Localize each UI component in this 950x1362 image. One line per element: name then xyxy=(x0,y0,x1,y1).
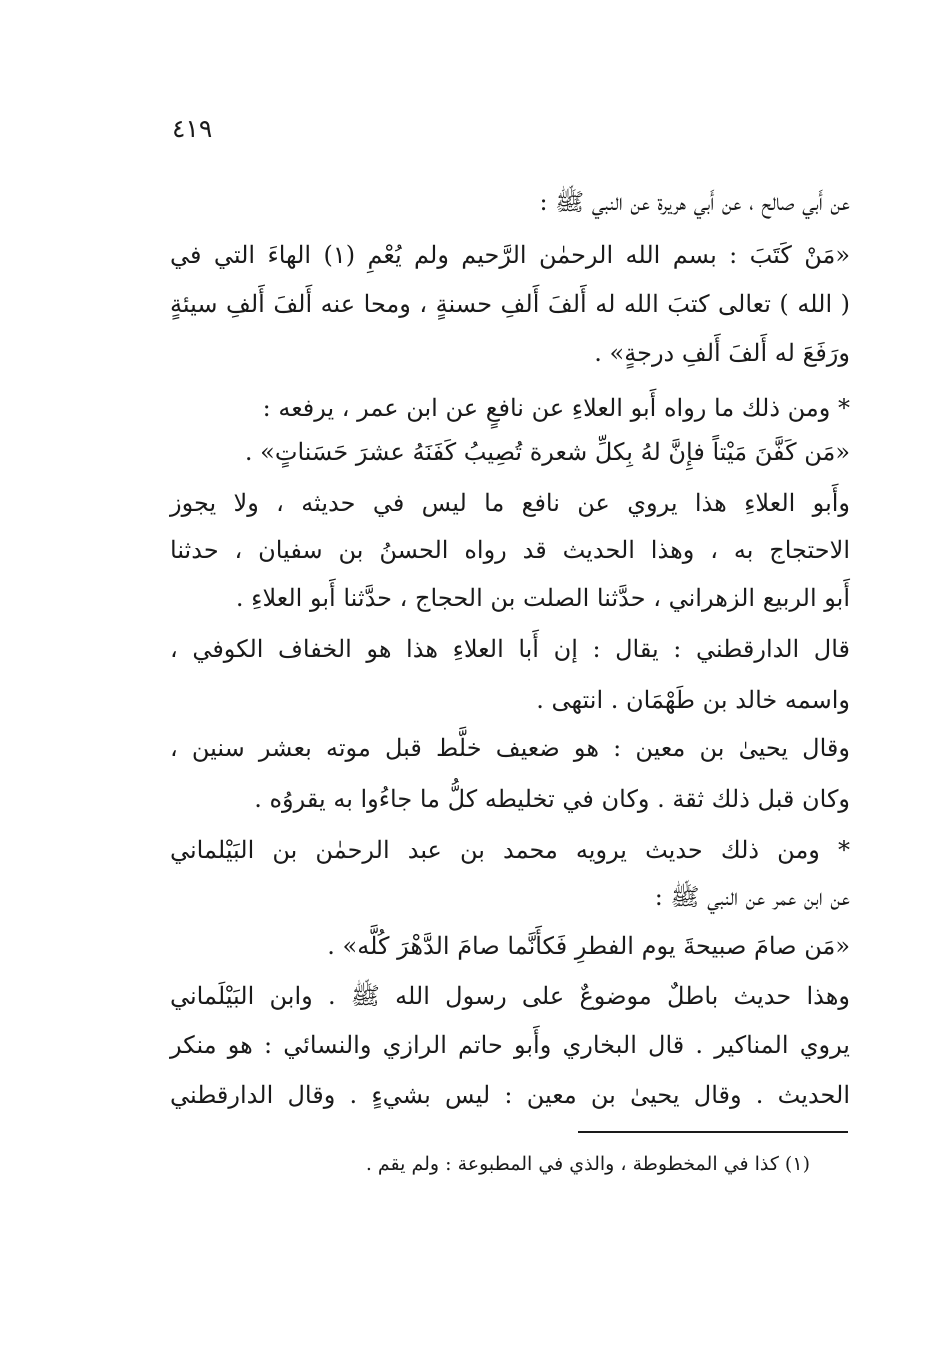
text-line-6: «مَن كَفَّنَ مَيْتاً فإِنَّ لهُ بِكلِّ شعرة تُصِيبُ كَفَنَهُ عشرَ حَسَناتٍ» . xyxy=(244,438,850,466)
text-line-5: * ومن ذلك ما رواه أَبو العلاءِ عن نافعٍ عن ابن عمر ، يرفعه : xyxy=(262,394,850,422)
text-line-7: وأَبو العلاءِ هذا يروي عن نافع ما ليس في حديثه ، ولا يجوز xyxy=(170,489,850,517)
text-line-10: قال الدارقطني : يقال : إن أَبا العلاءِ هذا هو الخفاف الكوفي ، xyxy=(170,635,850,663)
text-line-3: ( الله ) تعالى كتبَ الله له أَلفَ أَلفِ حسنةٍ ، ومحا عنه أَلفَ أَلفِ سيئةٍ xyxy=(170,290,850,318)
text-line-12: وقال يحيىٰ بن معين : هو ضعيف خلَّط قبل موته بعشر سنين ، xyxy=(170,734,850,762)
text-line-9: أَبو الربيع الزهراني ، حدَّثنا الصلت بن الحجاج ، حدَّثنا أَبو العلاءِ . xyxy=(235,584,850,612)
footnote-separator xyxy=(578,1131,848,1133)
text-line-16: «مَن صامَ صبيحةَ يوم الفطرِ فَكأَنَّما صامَ الدَّهْرَ كُلَّه» . xyxy=(327,932,850,960)
text-line-2: «مَنْ كَتَبَ : بسم الله الرحمٰن الرَّحيم ولم يُعْمِ (١) الهاءَ التي في xyxy=(170,241,850,269)
text-line-19: الحديث . وقال يحيىٰ بن معين : ليس بشيءٍ . وقال الدارقطني xyxy=(170,1081,850,1109)
text-line-15: عن ابن عمر عن النبي ﷺ : xyxy=(654,883,850,911)
footnote: (١) كذا في المخطوطة ، والذي في المطبوعة : ولم يقم . xyxy=(365,1153,810,1175)
page-number: ٤١٩ xyxy=(172,114,213,143)
text-line-4: ورَفَعَ له أَلفَ أَلفِ درجةٍ» . xyxy=(594,339,850,367)
text-line-14: * ومن ذلك حديث يرويه محمد بن عبد الرحمٰن بن البَيْلماني xyxy=(170,836,850,864)
text-line-13: وكان قبل ذلك ثقة . وكان في تخليطه كلُّ ما جاءُوا به يقروُه . xyxy=(254,785,850,813)
text-line-1: عن أَبي صالح ، عن أَبي هريرة عن النبي ﷺ : xyxy=(539,188,850,216)
text-line-18: يروي المناكير . قال البخاري وأَبو حاتم الرازي والنسائي : هو منكر xyxy=(170,1031,850,1059)
text-line-11: واسمه خالد بن طَهْمَان . انتهى . xyxy=(536,686,850,714)
text-line-8: الاحتجاج به ، وهذا الحديث قد رواه الحسنُ بن سفيان ، حدثنا xyxy=(170,536,850,564)
text-line-17: وهذا حديث باطلٌ موضوعٌ على رسول الله ﷺ . وابن البَيْلَماني xyxy=(170,982,850,1010)
